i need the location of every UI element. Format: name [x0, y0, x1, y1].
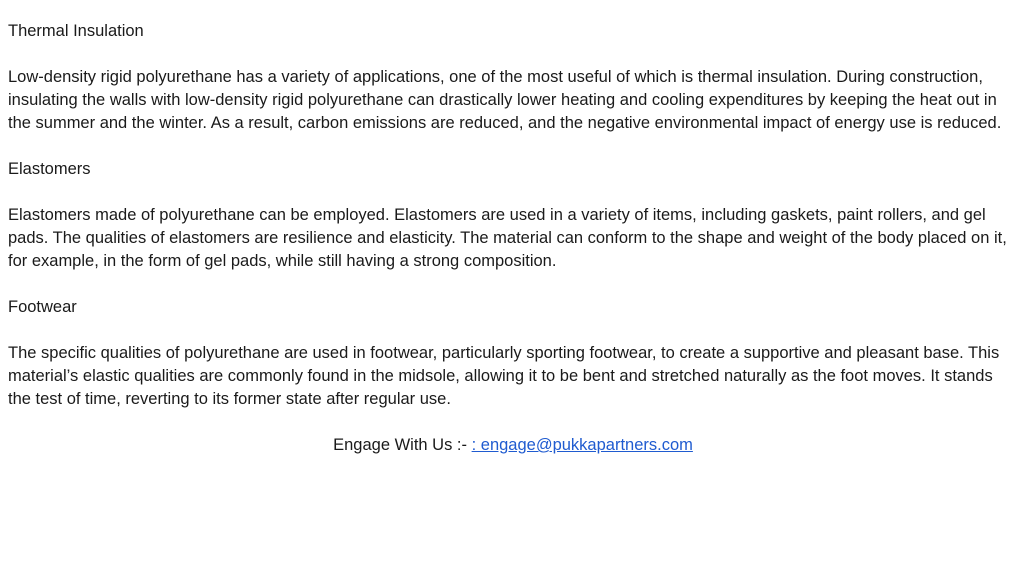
section-heading-footwear: Footwear — [8, 298, 77, 316]
spacer — [8, 181, 1018, 204]
contact-email-link[interactable]: : engage@pukkapartners.com — [471, 436, 693, 454]
section-body-footwear: The specific qualities of polyurethane are used in footwear, particularly sporting footwear, to create a supportive and pleasant base. This material’s elastic qualities are commonly found in the midsole, allowing it to be bent and stretched naturally as the foot moves. It stands the test of time, reverting to its former state after regular use. — [8, 344, 1000, 408]
document-slide — [8, 20, 1018, 457]
section-body-elastomers: Elastomers made of polyurethane can be employed. Elastomers are used in a variety of items, including gaskets, paint rollers, and gel pads. The qualities of elastomers are resilience and elasticity. The material can conform to the shape and weight of the body placed on it, for example, in the form of gel pads, while still having a strong composition. — [8, 206, 1007, 270]
section-heading-elastomers: Elastomers — [8, 160, 91, 178]
spacer — [8, 43, 1018, 66]
contact-line — [8, 434, 1018, 457]
spacer — [8, 411, 1018, 434]
section-body-thermal-insulation: Low-density rigid polyurethane has a variety of applications, one of the most useful of which is thermal insulation. During construction, insulating the walls with low-density rigid polyurethane can drastically lower heating and cooling expenditures by keeping the heat out in the summer and the winter. As a result, carbon emissions are reduced, and the negative environmental impact of energy use is reduced. — [8, 68, 1002, 132]
spacer — [8, 135, 1018, 158]
section-heading-thermal-insulation: Thermal Insulation — [8, 22, 144, 40]
contact-label: Engage With Us :- — [333, 436, 472, 454]
spacer — [8, 319, 1018, 342]
spacer — [8, 273, 1018, 296]
